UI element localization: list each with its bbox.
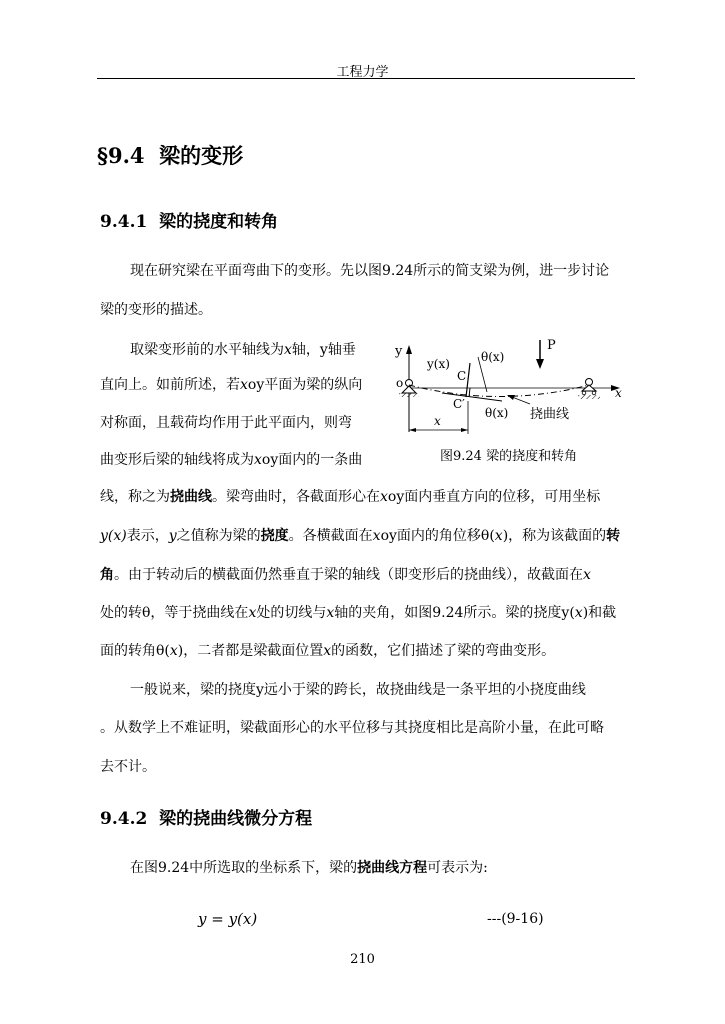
p1-line-1: 现在研究梁在平面弯曲下的变形。先以图9.24所示的简支梁为例，进一步讨论 — [130, 263, 610, 279]
p2-line-4: 曲变形后梁的轴线将成为xoy面内的一条曲 — [100, 452, 363, 468]
load-arrowhead — [536, 359, 544, 369]
equation-number: ---(9-16) — [487, 911, 544, 927]
point-c-label: C — [457, 369, 467, 383]
y-axis-label: y — [395, 344, 403, 359]
p4-line-1: 在图9.24中所选取的坐标系下，梁的挠曲线方程可表示为: — [130, 860, 488, 876]
subsection-title-1: 梁的挠度和转角 — [159, 212, 279, 232]
theta-label-bottom: θ(x) — [485, 406, 509, 420]
subsection-heading-2 — [100, 804, 312, 829]
right-roller-2 — [592, 391, 596, 395]
dimension-arrow-right — [461, 428, 468, 432]
figure-caption: 图9.24 梁的挠度和转角 — [440, 449, 578, 464]
left-support-hatch — [399, 393, 419, 397]
section-heading — [97, 140, 243, 170]
page-number: 210 — [350, 952, 375, 967]
header-rule — [97, 78, 635, 79]
curve-leader — [512, 397, 530, 404]
running-header: 工程力学 — [336, 65, 389, 80]
deflection-curve — [409, 385, 589, 397]
x-axis-label: x — [615, 386, 622, 400]
right-roller-1 — [582, 391, 586, 395]
tangent-line — [442, 393, 502, 401]
y-axis-arrowhead — [406, 345, 412, 354]
p3-line-3: 去不计。 — [100, 759, 156, 775]
load-label: P — [547, 338, 556, 353]
section-number: §9.4 — [97, 143, 145, 168]
p1-line-2: 梁的变形的描述。 — [100, 302, 212, 318]
right-support-hatch — [578, 395, 600, 399]
p2-line-5: 线，称之为挠曲线。梁弯曲时，各截面形心在xoy面内垂直方向的位移，可用坐标 — [100, 489, 601, 505]
p2-line-2: 直向上。如前所述，若xoy平面为梁的纵向 — [100, 377, 363, 393]
subsection-number-2: 9.4.2 — [100, 809, 148, 829]
subsection-heading-1 — [100, 207, 278, 232]
curve-leader-arrowhead — [507, 395, 515, 400]
beam-deflection-figure — [390, 335, 630, 440]
p3-line-1: 一般说来，梁的挠度y远小于梁的跨长，故挠曲线是一条平坦的小挠度曲线 — [130, 682, 586, 698]
point-c-prime-label: C′ — [453, 397, 465, 411]
dimension-label: x — [434, 414, 441, 428]
dimension-arrow-left — [409, 428, 416, 432]
subsection-number-1: 9.4.1 — [100, 212, 148, 232]
p3-line-2: 。从数学上不难证明，梁截面形心的水平位移与其挠度相比是高阶小量，在此可略 — [100, 720, 604, 736]
curve-label: 挠曲线 — [530, 407, 570, 422]
theta-label-top: θ(x) — [481, 350, 505, 364]
deflection-label: y(x) — [427, 357, 450, 371]
equation: y = y(x) — [198, 910, 258, 928]
origin-label: o — [396, 376, 404, 390]
p2-line-6: y(x)表示，y之值称为梁的挠度。各横截面在xoy面内的角位移θ(x)，称为该截面的转 — [100, 528, 621, 544]
p2-line-1: 取梁变形前的水平轴线为x轴，y轴垂 — [130, 342, 356, 358]
subsection-title-2: 梁的挠曲线微分方程 — [159, 809, 313, 829]
section-title: 梁的变形 — [159, 143, 244, 168]
p2-line-8: 处的转θ，等于挠曲线在x处的切线与x轴的夹角，如图9.24所示。梁的挠度y(x)和截 — [100, 605, 617, 621]
left-support — [402, 386, 416, 393]
p2-line-3: 对称面，且载荷均作用于此平面内，则弯 — [100, 415, 352, 431]
p2-line-7: 角。由于转动后的横截面仍然垂直于梁的轴线（即变形后的挠曲线），故截面在x — [100, 567, 591, 583]
p2-line-9: 面的转角θ(x)，二者都是梁截面位置x的函数，它们描述了梁的弯曲变形。 — [100, 643, 556, 659]
